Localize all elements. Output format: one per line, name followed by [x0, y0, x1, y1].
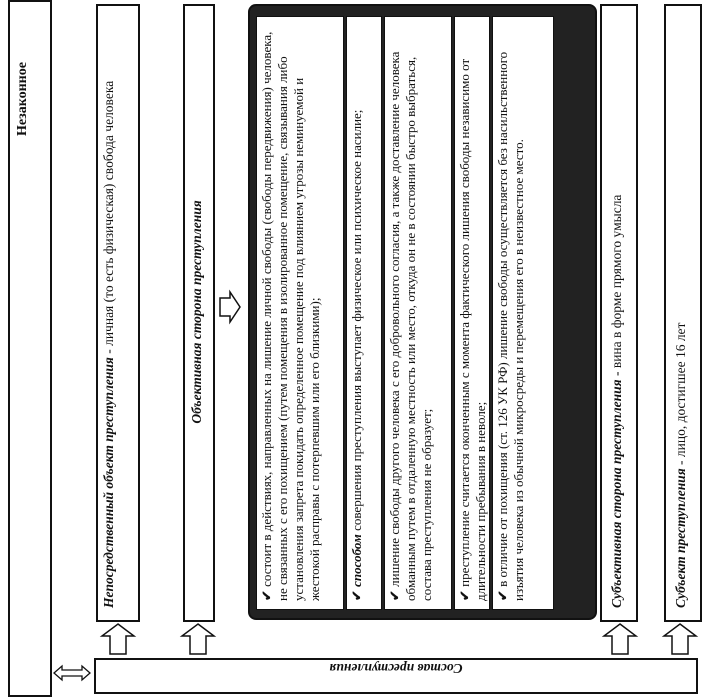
objective-item-3-text: лишение свободы другого человека с его добровольного согласия, а также доставление человека обманным путем в отдаленную местность или место, откуда он не в состоянии быстро выбраться, состава преступления не образует;	[387, 51, 434, 601]
subject-text: - лицо, достигшее 16 лет	[673, 322, 688, 469]
check-icon: ✔	[457, 590, 472, 601]
objective-item-5-text: в отличие от похищения (ст. 126 УК РФ) лишение свободы осуществляется без насильственного изъятия человека из обычной микросреды и перемещения его в неизвестное место.	[495, 51, 526, 601]
objective-item-2-text: совершения преступления выступает физическое или психическое насилие;	[349, 109, 364, 535]
objective-item-2	[346, 16, 382, 610]
check-icon: ✔	[387, 590, 402, 601]
sostav-strip	[94, 658, 698, 694]
subjective-side-text: - вина в форме прямого умысла	[609, 194, 624, 380]
subject-box	[664, 4, 702, 622]
direct-object-text: - личная (то есть физическая) свобода человека	[101, 80, 116, 358]
objective-item-4-text: преступление считается оконченным с момента фактического лишения свободы независимо от длительности пребывания в неволе;	[457, 58, 488, 601]
sostav-rotator	[96, 660, 696, 682]
arrow-right-icon	[218, 290, 242, 324]
objective-item-5	[492, 16, 554, 610]
double-arrow-icon	[52, 664, 92, 682]
title-strip	[8, 0, 52, 697]
title-rotator	[12, 6, 46, 142]
subjective-side-rotator	[602, 6, 634, 616]
objective-side-title-box	[183, 4, 215, 622]
check-icon: ✔	[349, 590, 364, 601]
objective-item-1-text: состоит в действиях, направленных на лишение личной свободы (свободы передвижения) человека, не связанных с его похищением (путем помещения в изолированное помещение, связывания либо установления запрета покидать определенное помещение под влиянием угрозы неминуемой и жестокой расправы с потерпевшим или его близкими);	[259, 31, 322, 601]
subjective-side-term: Субъективная сторона преступления	[609, 379, 624, 608]
objective-item-2-rotator	[347, 17, 379, 607]
objective-item-2-em: способом	[349, 534, 364, 587]
check-icon: ✔	[259, 590, 274, 601]
objective-item-4-rotator	[455, 17, 487, 607]
arrow-up-icon	[662, 622, 698, 656]
objective-side-rotator	[185, 6, 211, 618]
objective-item-3-rotator	[385, 17, 449, 607]
objective-item-1	[256, 16, 344, 610]
check-icon: ✔	[495, 590, 510, 601]
arrow-up-icon	[602, 622, 638, 656]
objective-item-3	[384, 16, 452, 610]
direct-object-box	[96, 4, 140, 622]
sostav-label: Состав преступления	[329, 661, 463, 676]
subject-rotator	[666, 6, 698, 616]
direct-object-term: Непосредственный объект преступления	[101, 357, 116, 608]
direct-object-rotator	[98, 6, 138, 616]
objective-item-1-rotator	[257, 17, 341, 607]
subjective-side-box	[600, 4, 638, 622]
objective-item-4	[454, 16, 490, 610]
objective-side-panel	[248, 4, 597, 620]
objective-item-5-rotator	[493, 17, 551, 607]
arrow-up-icon	[180, 622, 216, 656]
arrow-up-icon	[100, 622, 136, 656]
diagram-title: Незаконное	[15, 62, 30, 136]
subject-term: Субъект преступления	[673, 468, 688, 608]
objective-side-title: Объективная сторона преступления	[189, 200, 204, 424]
